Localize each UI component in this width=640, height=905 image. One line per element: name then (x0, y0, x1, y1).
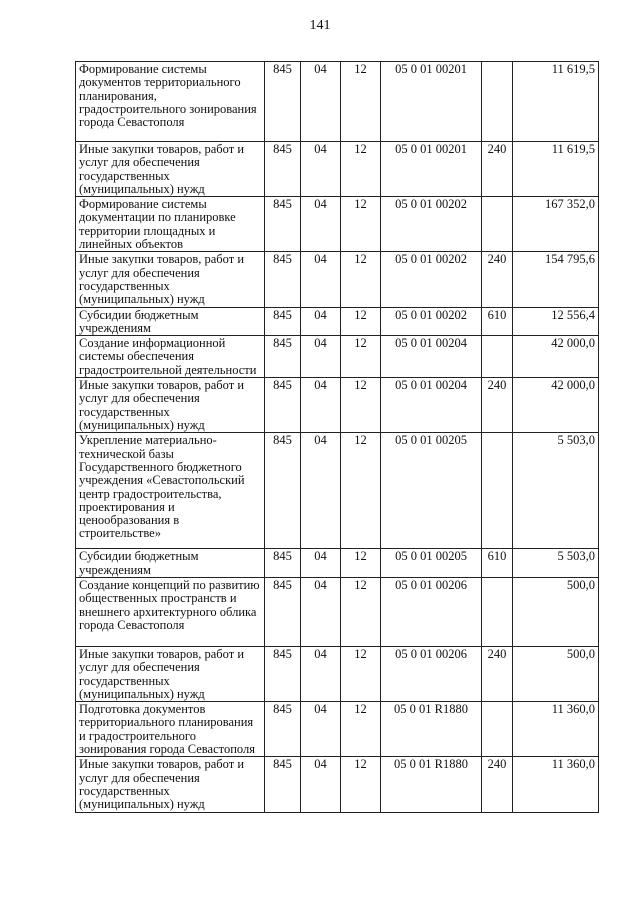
row-name-cell: Укрепление материально-технической базы Государственного бюджетного учреждения «Севастопольский центр градостроительства, проектирования и ценообразования в строительстве» (76, 433, 265, 549)
row-csr-cell: 05 0 01 R1880 (381, 757, 482, 812)
row-pr-cell: 12 (341, 62, 381, 142)
row-sum-cell: 12 556,4 (513, 307, 599, 336)
row-rz-cell: 04 (301, 307, 341, 336)
table-row (76, 252, 599, 307)
row-ved-cell: 845 (265, 433, 301, 549)
row-rz-cell: 04 (301, 252, 341, 307)
row-rz-cell: 04 (301, 62, 341, 142)
budget-table (75, 61, 599, 813)
table-row (76, 336, 599, 378)
row-ved-cell: 845 (265, 336, 301, 378)
row-sum-cell: 42 000,0 (513, 378, 599, 433)
row-pr-cell: 12 (341, 142, 381, 197)
table-row (76, 307, 599, 336)
row-name-cell: Формирование системы документации по планировке территории площадных и линейных объектов (76, 197, 265, 252)
row-ved-cell: 845 (265, 142, 301, 197)
table-row (76, 142, 599, 197)
table-row (76, 757, 599, 812)
row-sum-cell: 42 000,0 (513, 336, 599, 378)
row-pr-cell: 12 (341, 378, 381, 433)
row-name-cell: Формирование системы документов территориального планирования, градостроительного зонирования города Севастополя (76, 62, 265, 142)
row-pr-cell: 12 (341, 549, 381, 578)
row-sum-cell: 500,0 (513, 646, 599, 701)
row-csr-cell: 05 0 01 00206 (381, 577, 482, 646)
row-pr-cell: 12 (341, 702, 381, 757)
row-rz-cell: 04 (301, 577, 341, 646)
row-sum-cell: 11 360,0 (513, 757, 599, 812)
table-row (76, 433, 599, 549)
table-row (76, 378, 599, 433)
row-csr-cell: 05 0 01 00202 (381, 307, 482, 336)
row-sum-cell: 5 503,0 (513, 433, 599, 549)
row-vr-cell: 240 (482, 646, 513, 701)
row-csr-cell: 05 0 01 00204 (381, 378, 482, 433)
row-ved-cell: 845 (265, 577, 301, 646)
row-rz-cell: 04 (301, 142, 341, 197)
row-csr-cell: 05 0 01 00206 (381, 646, 482, 701)
row-pr-cell: 12 (341, 336, 381, 378)
row-ved-cell: 845 (265, 197, 301, 252)
row-csr-cell: 05 0 01 00205 (381, 433, 482, 549)
row-ved-cell: 845 (265, 62, 301, 142)
row-ved-cell: 845 (265, 757, 301, 812)
row-pr-cell: 12 (341, 307, 381, 336)
row-rz-cell: 04 (301, 433, 341, 549)
table-row (76, 62, 599, 142)
row-name-cell: Иные закупки товаров, работ и услуг для обеспечения государственных (муниципальных) нужд (76, 757, 265, 812)
row-vr-cell (482, 433, 513, 549)
row-sum-cell: 154 795,6 (513, 252, 599, 307)
row-vr-cell: 610 (482, 549, 513, 578)
row-sum-cell: 11 619,5 (513, 62, 599, 142)
row-vr-cell: 240 (482, 252, 513, 307)
table-row (76, 549, 599, 578)
row-name-cell: Иные закупки товаров, работ и услуг для обеспечения государственных (муниципальных) нужд (76, 252, 265, 307)
row-name-cell: Подготовка документов территориального планирования и градостроительного зонирования города Севастополя (76, 702, 265, 757)
row-sum-cell: 167 352,0 (513, 197, 599, 252)
row-sum-cell: 500,0 (513, 577, 599, 646)
row-sum-cell: 5 503,0 (513, 549, 599, 578)
row-rz-cell: 04 (301, 336, 341, 378)
row-rz-cell: 04 (301, 757, 341, 812)
row-pr-cell: 12 (341, 252, 381, 307)
row-ved-cell: 845 (265, 549, 301, 578)
row-pr-cell: 12 (341, 577, 381, 646)
table-row (76, 702, 599, 757)
row-vr-cell (482, 197, 513, 252)
row-ved-cell: 845 (265, 378, 301, 433)
row-ved-cell: 845 (265, 307, 301, 336)
row-pr-cell: 12 (341, 757, 381, 812)
table-row (76, 197, 599, 252)
row-rz-cell: 04 (301, 646, 341, 701)
row-vr-cell: 240 (482, 142, 513, 197)
row-csr-cell: 05 0 01 00201 (381, 142, 482, 197)
row-pr-cell: 12 (341, 197, 381, 252)
row-rz-cell: 04 (301, 197, 341, 252)
row-vr-cell: 610 (482, 307, 513, 336)
row-vr-cell (482, 62, 513, 142)
row-ved-cell: 845 (265, 702, 301, 757)
row-name-cell: Субсидии бюджетным учреждениям (76, 549, 265, 578)
row-name-cell: Субсидии бюджетным учреждениям (76, 307, 265, 336)
row-csr-cell: 05 0 01 00202 (381, 197, 482, 252)
row-sum-cell: 11 619,5 (513, 142, 599, 197)
row-vr-cell (482, 577, 513, 646)
row-pr-cell: 12 (341, 646, 381, 701)
row-csr-cell: 05 0 01 00205 (381, 549, 482, 578)
row-rz-cell: 04 (301, 549, 341, 578)
table-row (76, 646, 599, 701)
row-sum-cell: 11 360,0 (513, 702, 599, 757)
row-csr-cell: 05 0 01 R1880 (381, 702, 482, 757)
row-name-cell: Создание информационной системы обеспечения градостроительной деятельности (76, 336, 265, 378)
row-csr-cell: 05 0 01 00202 (381, 252, 482, 307)
row-ved-cell: 845 (265, 646, 301, 701)
page-number: 141 (309, 18, 331, 33)
row-name-cell: Иные закупки товаров, работ и услуг для обеспечения государственных (муниципальных) нужд (76, 378, 265, 433)
row-pr-cell: 12 (341, 433, 381, 549)
row-vr-cell: 240 (482, 378, 513, 433)
budget-table-body (76, 62, 599, 813)
row-vr-cell (482, 336, 513, 378)
row-name-cell: Иные закупки товаров, работ и услуг для обеспечения государственных (муниципальных) нужд (76, 646, 265, 701)
row-csr-cell: 05 0 01 00201 (381, 62, 482, 142)
row-name-cell: Иные закупки товаров, работ и услуг для обеспечения государственных (муниципальных) нужд (76, 142, 265, 197)
row-ved-cell: 845 (265, 252, 301, 307)
row-csr-cell: 05 0 01 00204 (381, 336, 482, 378)
row-vr-cell (482, 702, 513, 757)
row-rz-cell: 04 (301, 702, 341, 757)
row-name-cell: Создание концепций по развитию общественных пространств и внешнего архитектурного облика города Севастополя (76, 577, 265, 646)
row-rz-cell: 04 (301, 378, 341, 433)
table-row (76, 577, 599, 646)
row-vr-cell: 240 (482, 757, 513, 812)
